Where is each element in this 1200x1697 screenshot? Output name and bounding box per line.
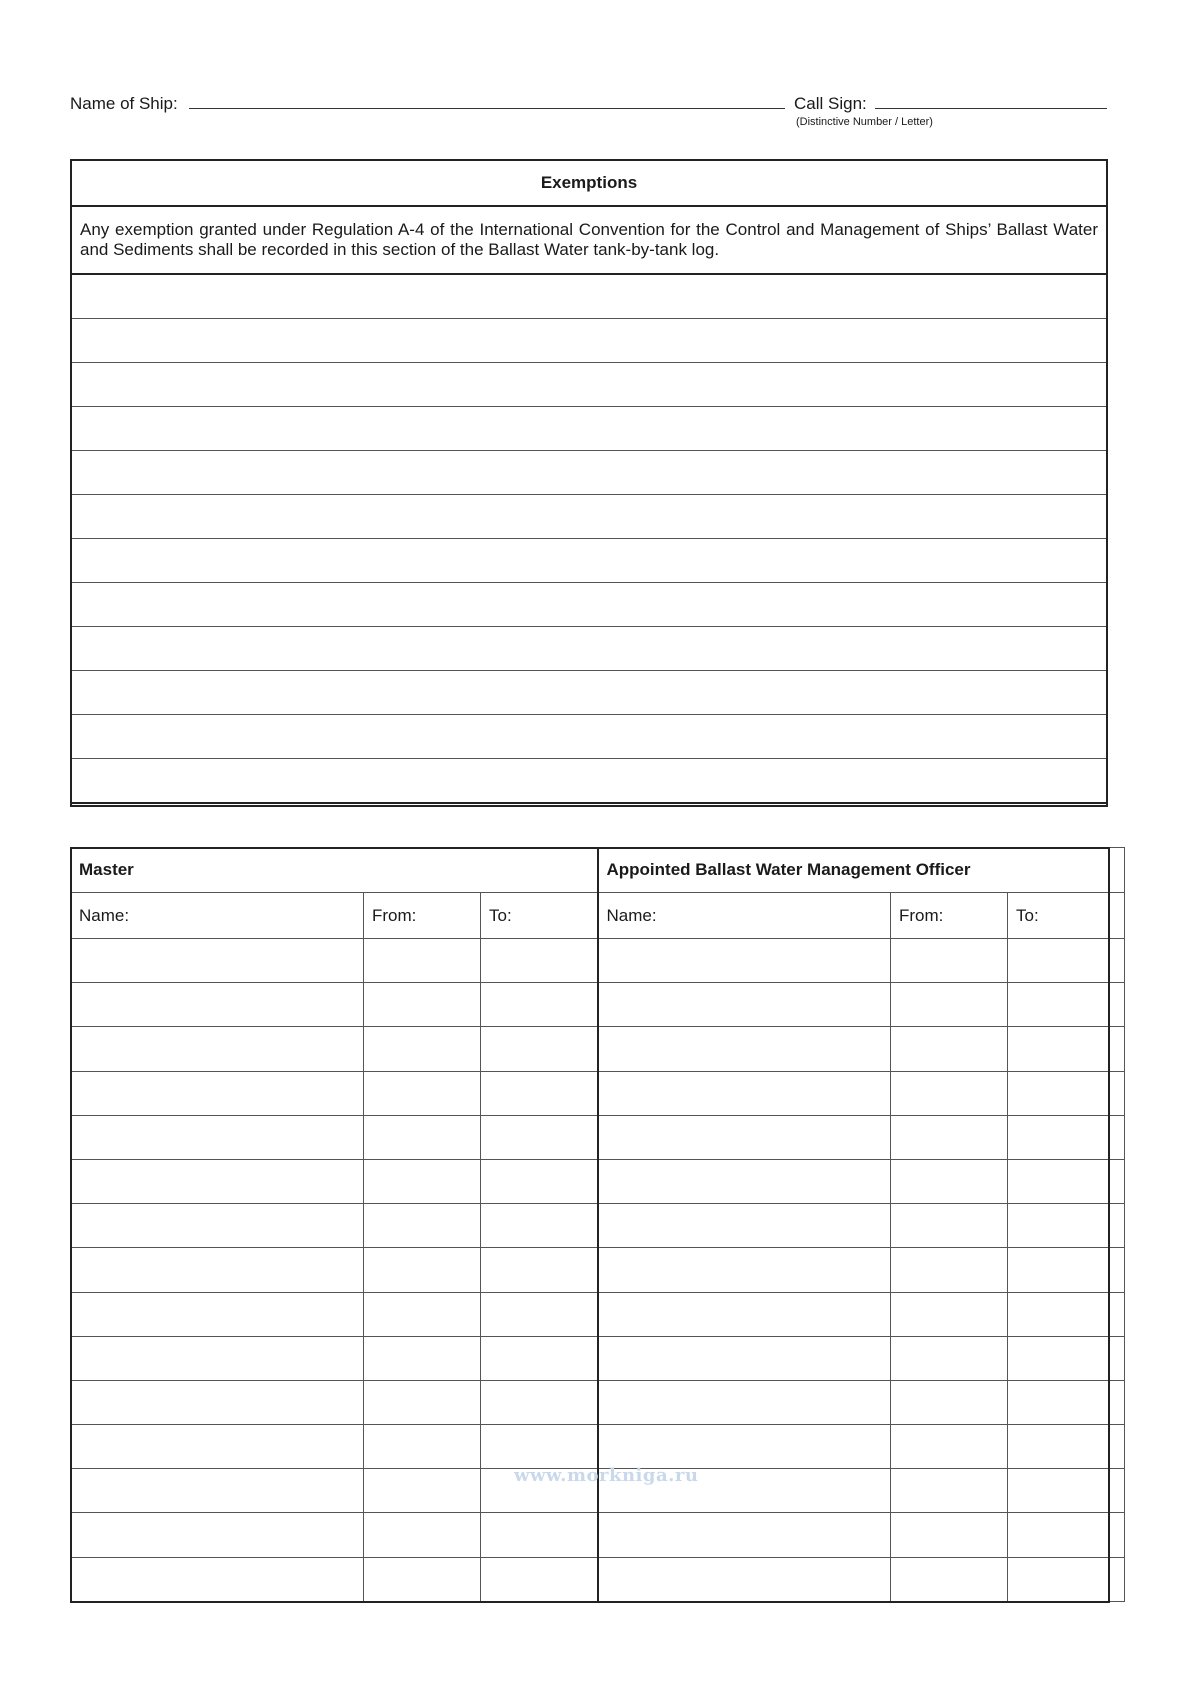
master-from-cell[interactable] [364,1557,481,1601]
exemption-entry-cell[interactable] [71,363,1107,407]
exemption-entry-cell[interactable] [71,627,1107,671]
exemption-entry-cell[interactable] [71,759,1107,804]
master-to-cell[interactable] [481,1071,598,1115]
master-name-cell[interactable] [71,1513,364,1557]
bwmo-name-cell[interactable] [598,1380,891,1424]
bwmo-from-cell[interactable] [891,1071,1008,1115]
master-heading: Master [71,848,598,893]
master-from-cell[interactable] [364,1248,481,1292]
master-to-cell[interactable] [481,1513,598,1557]
bwmo-name-cell[interactable] [598,1557,891,1601]
master-name-cell[interactable] [71,1027,364,1071]
bwmo-name-cell[interactable] [598,1115,891,1159]
bwmo-from-cell[interactable] [891,1115,1008,1159]
officer-row [71,939,1125,983]
bwmo-name-header: Name: [598,893,891,939]
officer-row [71,1425,1125,1469]
master-to-cell[interactable] [481,1248,598,1292]
exemption-row [71,407,1107,451]
bwmo-name-cell[interactable] [598,1513,891,1557]
bwmo-from-cell[interactable] [891,1027,1008,1071]
master-from-cell[interactable] [364,939,481,983]
exemption-row [71,495,1107,539]
bwmo-from-cell[interactable] [891,1513,1008,1557]
master-name-cell[interactable] [71,1071,364,1115]
master-name-cell[interactable] [71,1292,364,1336]
bwmo-from-cell[interactable] [891,1469,1008,1513]
bwmo-to-cell[interactable] [1008,1336,1125,1380]
exemption-entry-cell[interactable] [71,319,1107,363]
exemption-entry-cell[interactable] [71,671,1107,715]
master-name-cell[interactable] [71,1159,364,1203]
bwmo-name-cell[interactable] [598,1425,891,1469]
name-of-ship-label: Name of Ship: [70,94,178,113]
bwmo-name-cell[interactable] [598,1027,891,1071]
bwmo-from-cell[interactable] [891,1557,1008,1601]
exemption-row [71,274,1107,319]
bwmo-to-cell[interactable] [1008,1159,1125,1203]
bwmo-to-cell[interactable] [1008,1469,1125,1513]
master-to-header: To: [481,893,598,939]
master-to-cell[interactable] [481,1204,598,1248]
master-from-cell[interactable] [364,1336,481,1380]
officer-row [71,1159,1125,1203]
master-to-cell[interactable] [481,1159,598,1203]
officer-row [71,1557,1125,1601]
exemption-row [71,583,1107,627]
master-from-cell[interactable] [364,1425,481,1469]
officer-row [71,1204,1125,1248]
master-name-cell[interactable] [71,1425,364,1469]
exemption-row [71,715,1107,759]
bwmo-from-cell[interactable] [891,1425,1008,1469]
master-name-cell[interactable] [71,939,364,983]
bwmo-to-cell[interactable] [1008,983,1125,1027]
master-from-cell[interactable] [364,983,481,1027]
officer-row [71,1115,1125,1159]
master-to-cell[interactable] [481,1425,598,1469]
master-to-cell[interactable] [481,1336,598,1380]
officers-table [70,847,1125,1602]
bwmo-name-cell[interactable] [598,1292,891,1336]
bwmo-to-cell[interactable] [1008,1115,1125,1159]
master-to-cell[interactable] [481,1380,598,1424]
master-to-cell[interactable] [481,1557,598,1601]
master-name-cell[interactable] [71,1115,364,1159]
exemption-entry-cell[interactable] [71,407,1107,451]
officer-row [71,1071,1125,1115]
bwmo-from-cell[interactable] [891,1248,1008,1292]
exemption-row [71,671,1107,715]
bwmo-name-cell[interactable] [598,1071,891,1115]
call-sign-field[interactable] [875,108,1107,109]
exemption-entry-cell[interactable] [71,274,1107,319]
bwmo-to-header: To: [1008,893,1125,939]
officer-row [71,1380,1125,1424]
exemption-entry-cell[interactable] [71,451,1107,495]
master-from-cell[interactable] [364,1115,481,1159]
bwmo-name-cell[interactable] [598,1336,891,1380]
exemptions-description: Any exemption granted under Regulation A-4 of the International Convention for the Control and Management of Ships’ Ballast Water and Sediments shall be recorded in this section of the Ballast Water tank-by-tank log. [71,206,1107,274]
bwmo-name-cell[interactable] [598,1159,891,1203]
officer-row [71,1336,1125,1380]
master-from-cell[interactable] [364,1204,481,1248]
exemption-row [71,539,1107,583]
officer-row [71,1513,1125,1557]
officer-row [71,983,1125,1027]
name-of-ship-field[interactable] [189,108,785,109]
bwmo-from-cell[interactable] [891,1204,1008,1248]
bwmo-to-cell[interactable] [1008,1425,1125,1469]
watermark: www.morkniga.ru [514,1465,699,1486]
bwmo-to-cell[interactable] [1008,1071,1125,1115]
exemption-entry-cell[interactable] [71,539,1107,583]
exemptions-table [70,159,1108,804]
master-to-cell[interactable] [481,1027,598,1071]
bwmo-to-cell[interactable] [1008,1557,1125,1601]
exemption-row [71,451,1107,495]
bwmo-from-cell[interactable] [891,1336,1008,1380]
call-sign-note: (Distinctive Number / Letter) [796,116,933,128]
bwmo-from-header: From: [891,893,1008,939]
master-name-cell[interactable] [71,1557,364,1601]
master-from-header: From: [364,893,481,939]
master-name-header: Name: [71,893,364,939]
bwmo-to-cell[interactable] [1008,1292,1125,1336]
master-from-cell[interactable] [364,1292,481,1336]
exemption-entry-cell[interactable] [71,715,1107,759]
exemption-row [71,627,1107,671]
master-to-cell[interactable] [481,983,598,1027]
master-name-cell[interactable] [71,1469,364,1513]
officer-row [71,1027,1125,1071]
exemption-row [71,319,1107,363]
bwmo-to-cell[interactable] [1008,1248,1125,1292]
exemption-row [71,363,1107,407]
master-name-cell[interactable] [71,1336,364,1380]
master-name-cell[interactable] [71,1380,364,1424]
exemption-entry-cell[interactable] [71,495,1107,539]
master-from-cell[interactable] [364,1513,481,1557]
bwmo-to-cell[interactable] [1008,1380,1125,1424]
exemption-entry-cell[interactable] [71,583,1107,627]
bwmo-from-cell[interactable] [891,939,1008,983]
master-to-cell[interactable] [481,1292,598,1336]
exemption-row [71,759,1107,804]
bwmo-from-cell[interactable] [891,1380,1008,1424]
master-from-cell[interactable] [364,1071,481,1115]
master-name-cell[interactable] [71,1204,364,1248]
master-from-cell[interactable] [364,1027,481,1071]
bwmo-heading: Appointed Ballast Water Management Officer [598,848,1125,893]
master-from-cell[interactable] [364,1469,481,1513]
master-name-cell[interactable] [71,1248,364,1292]
bwmo-to-cell[interactable] [1008,1513,1125,1557]
exemptions-title: Exemptions [71,160,1107,206]
bwmo-from-cell[interactable] [891,1159,1008,1203]
master-name-cell[interactable] [71,983,364,1027]
officer-row [71,1292,1125,1336]
master-to-cell[interactable] [481,1115,598,1159]
call-sign-label: Call Sign: [794,94,867,113]
officer-row [71,1248,1125,1292]
bwmo-name-cell[interactable] [598,1248,891,1292]
bwmo-name-cell[interactable] [598,1204,891,1248]
master-from-cell[interactable] [364,1159,481,1203]
bwmo-to-cell[interactable] [1008,1027,1125,1071]
bwmo-to-cell[interactable] [1008,939,1125,983]
master-to-cell[interactable] [481,939,598,983]
bwmo-to-cell[interactable] [1008,1204,1125,1248]
bwmo-name-cell[interactable] [598,939,891,983]
bwmo-name-cell[interactable] [598,983,891,1027]
master-from-cell[interactable] [364,1380,481,1424]
bwmo-from-cell[interactable] [891,983,1008,1027]
bwmo-from-cell[interactable] [891,1292,1008,1336]
document-header [0,0,1200,140]
